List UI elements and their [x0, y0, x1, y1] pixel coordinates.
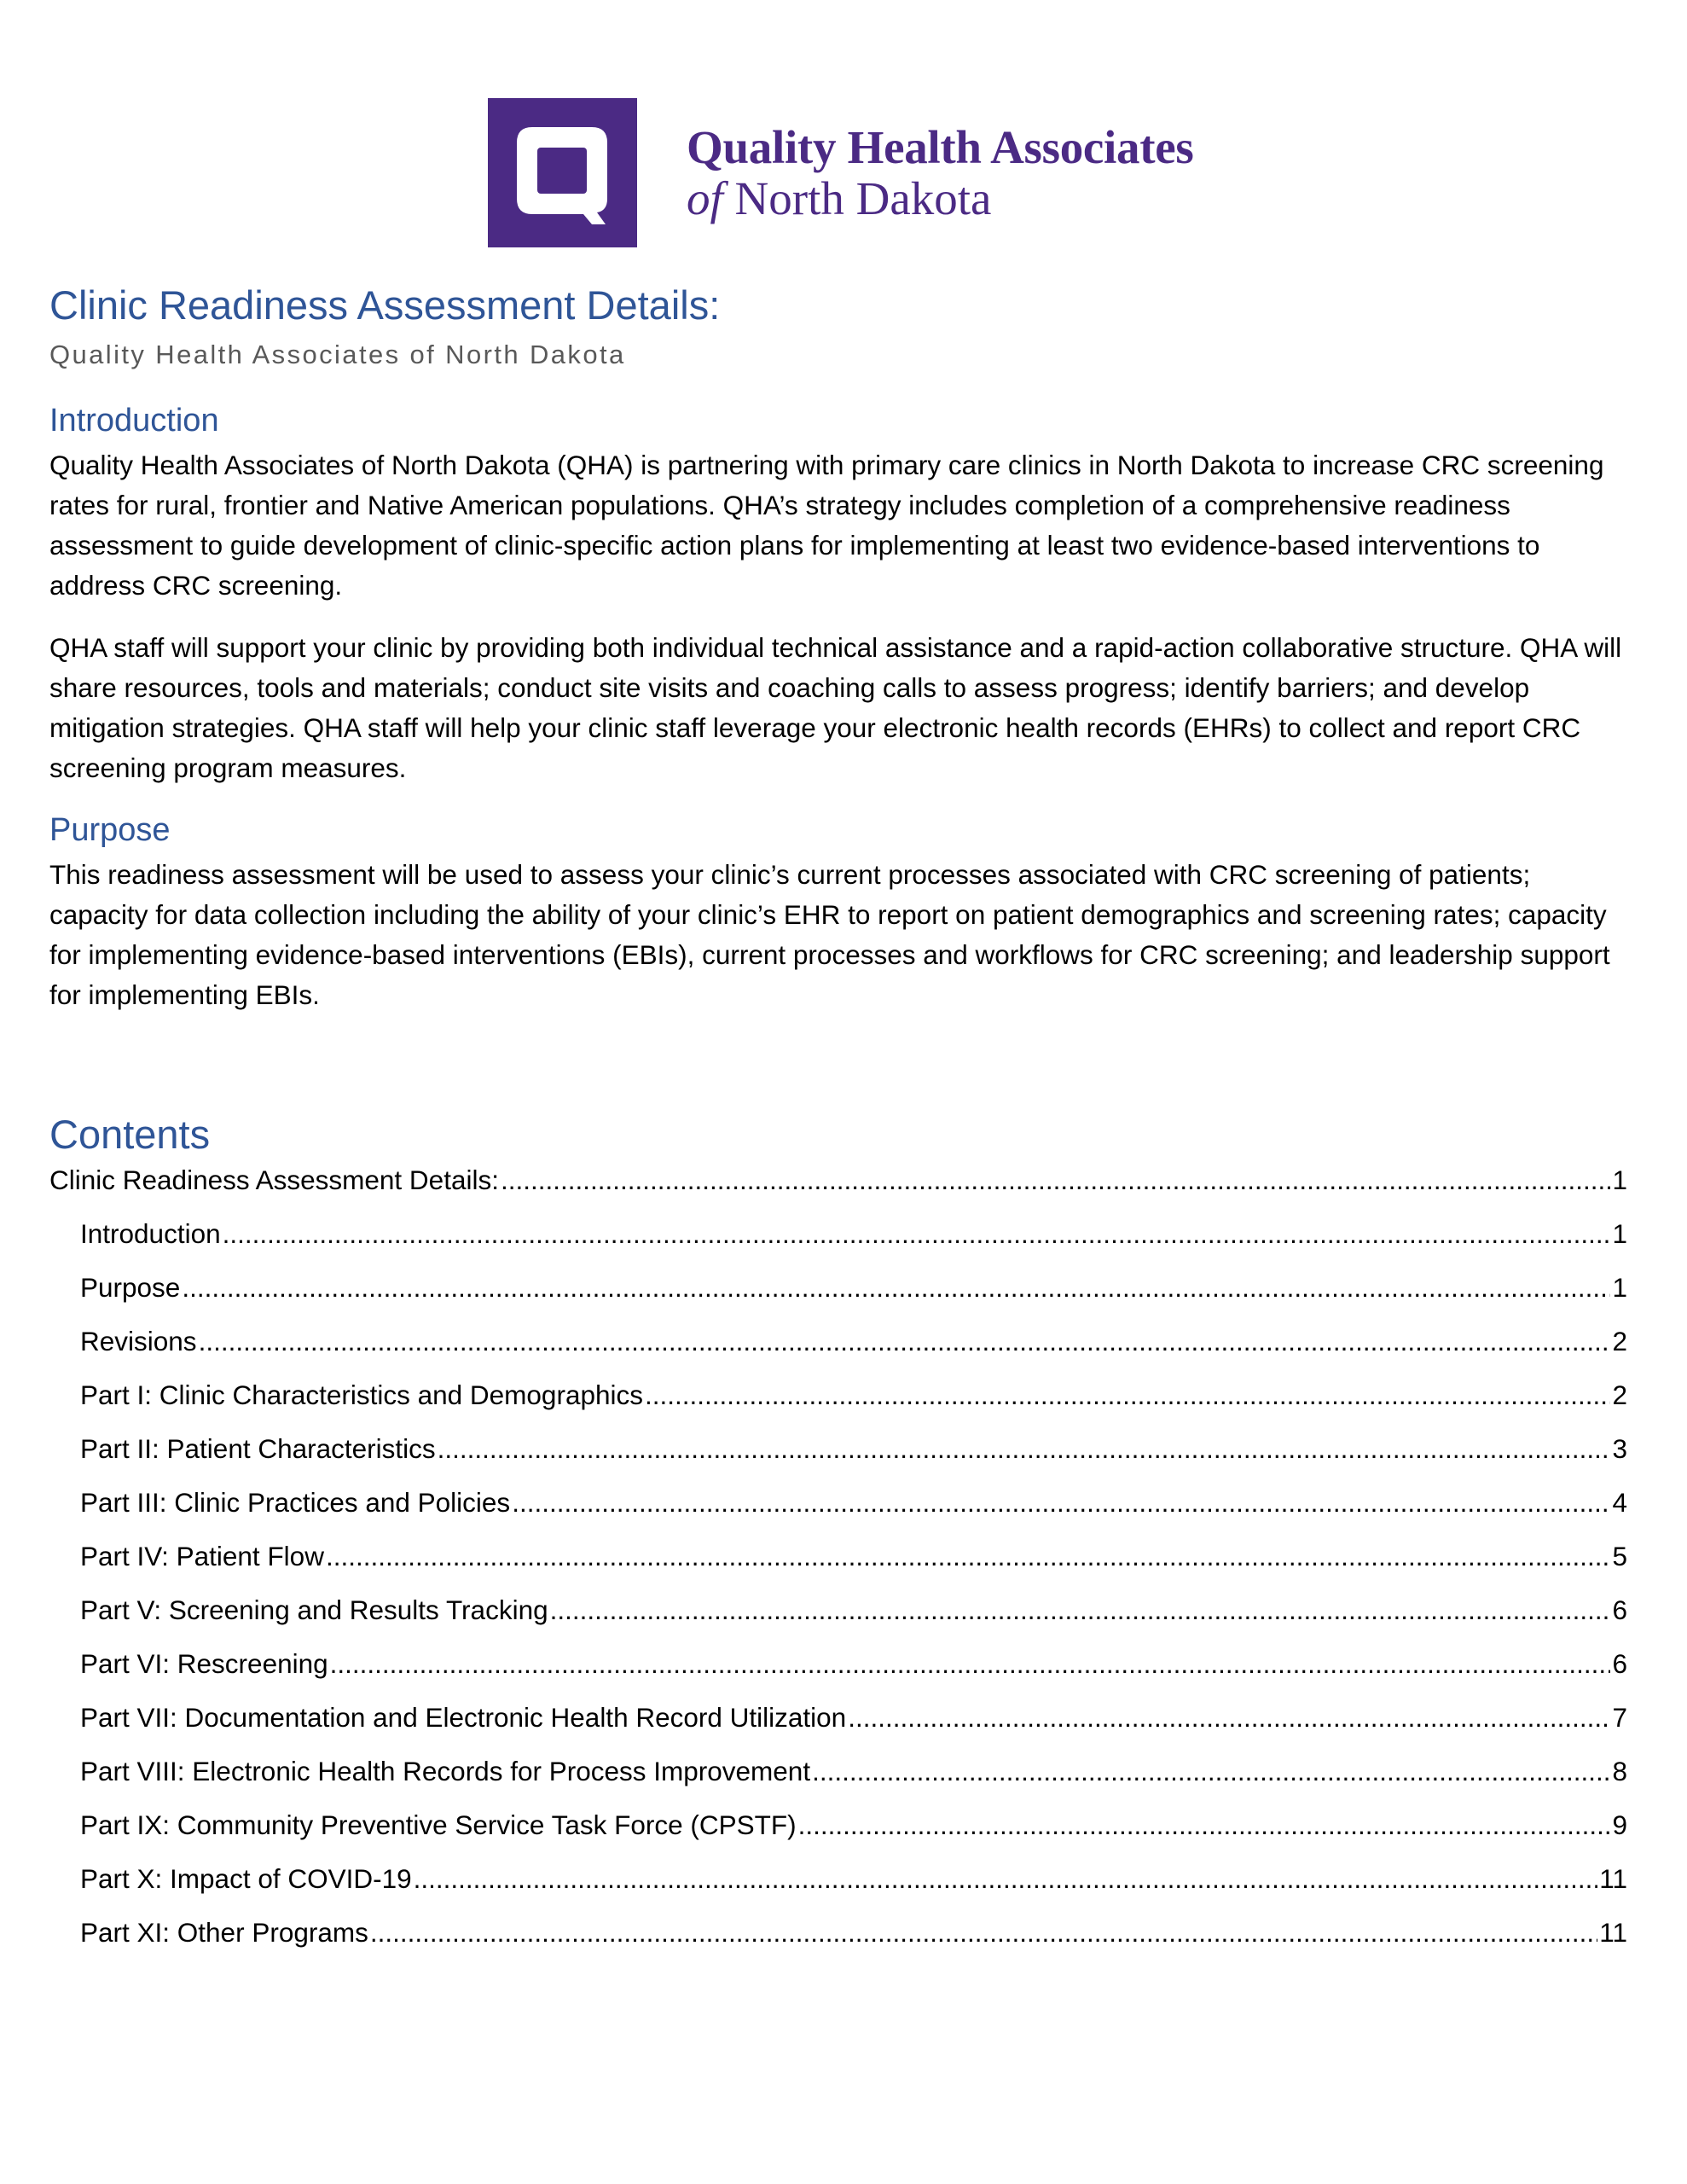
toc-dot-leader	[512, 1487, 1610, 1519]
toc-entry-part-10[interactable]	[49, 1863, 1627, 1917]
logo-text-line2	[687, 173, 1193, 224]
toc-dot-leader	[330, 1648, 1611, 1680]
toc-entry-label: Purpose	[80, 1272, 181, 1303]
contents-heading: Contents	[49, 1112, 211, 1157]
purpose-paragraph: This readiness assessment will be used to assess your clinic’s current processes associated with CRC screening of patients; capacity for data collection including the ability of your clinic’s EHR to report on patient demographics and screening rates; capacity for implementing evidence-based interventions (EBIs), current processes and workflows for CRC screening; and leadership support for implementing EBIs.	[49, 859, 1610, 1010]
toc-entry-part-5[interactable]	[49, 1594, 1627, 1648]
toc-entry-part-6[interactable]	[49, 1648, 1627, 1702]
introduction-paragraph-1: Quality Health Associates of North Dakota (QHA) is partnering with primary care clinics in North Dakota to increase CRC screening rates for rural, frontier and Native American populations. QHA’s strategy includes completion of a comprehensive readiness assessment to guide development of clinic-specific action plans for implementing at least two evidence-based interventions to address CRC screening.	[49, 450, 1604, 601]
toc-entry-page: 8	[1612, 1756, 1627, 1786]
toc-entry-page: 11	[1599, 1863, 1627, 1894]
toc-entry-page: 7	[1612, 1702, 1627, 1733]
toc-entry-part-9[interactable]	[49, 1809, 1627, 1863]
toc-entry-label: Part II: Patient Characteristics	[80, 1433, 436, 1464]
toc-entry-page: 1	[1612, 1218, 1627, 1249]
toc-entry-part-2[interactable]	[49, 1433, 1627, 1487]
toc-entry-purpose[interactable]	[49, 1272, 1627, 1326]
table-of-contents	[49, 1165, 1627, 1971]
toc-entry-label: Revisions	[80, 1326, 197, 1356]
toc-entry-label: Part VI: Rescreening	[80, 1648, 328, 1679]
toc-entry-label: Part IV: Patient Flow	[80, 1541, 324, 1571]
toc-entry-part-8[interactable]	[49, 1756, 1627, 1809]
toc-entry-page: 1	[1612, 1165, 1627, 1195]
toc-entry-page: 6	[1612, 1594, 1627, 1625]
logo-text-of: of	[687, 171, 723, 224]
document-title: Clinic Readiness Assessment Details:	[49, 282, 721, 328]
document-subtitle: Quality Health Associates of North Dakota	[49, 340, 626, 369]
q-logo-icon	[488, 98, 637, 247]
toc-entry-part-4[interactable]	[49, 1541, 1627, 1594]
toc-entry-page: 2	[1612, 1326, 1627, 1356]
toc-entry-label: Part VIII: Electronic Health Records for Process Improvement	[80, 1756, 811, 1786]
logo-text-state: North Dakota	[734, 171, 992, 224]
toc-entry-label: Part X: Impact of COVID-19	[80, 1863, 412, 1894]
toc-dot-leader	[414, 1863, 1598, 1895]
toc-dot-leader	[223, 1218, 1611, 1250]
toc-entry-label: Clinic Readiness Assessment Details:	[49, 1165, 499, 1195]
toc-entry-part-3[interactable]	[49, 1487, 1627, 1541]
toc-dot-leader	[370, 1917, 1597, 1949]
toc-dot-leader	[812, 1756, 1610, 1787]
toc-entry-page: 5	[1612, 1541, 1627, 1571]
toc-entry-introduction[interactable]	[49, 1218, 1627, 1272]
toc-entry-page: 2	[1612, 1380, 1627, 1410]
toc-entry-page: 6	[1612, 1648, 1627, 1679]
toc-entry-page: 4	[1612, 1487, 1627, 1518]
logo-wordmark	[687, 122, 1193, 224]
toc-entry-page: 9	[1612, 1809, 1627, 1840]
toc-entry-page: 1	[1612, 1272, 1627, 1303]
toc-entry-part-1[interactable]	[49, 1380, 1627, 1433]
toc-dot-leader	[501, 1165, 1611, 1196]
toc-entry-label: Part V: Screening and Results Tracking	[80, 1594, 548, 1625]
toc-entry-revisions[interactable]	[49, 1326, 1627, 1380]
toc-entry-part-11[interactable]	[49, 1917, 1627, 1971]
organization-logo	[488, 98, 1193, 247]
toc-entry-page: 11	[1599, 1917, 1627, 1948]
toc-entry-page: 3	[1612, 1433, 1627, 1464]
toc-entry-clinic-readiness[interactable]	[49, 1165, 1627, 1218]
toc-dot-leader	[438, 1433, 1611, 1465]
toc-dot-leader	[199, 1326, 1611, 1357]
toc-dot-leader	[848, 1702, 1610, 1734]
toc-entry-label: Part VII: Documentation and Electronic Health Record Utilization	[80, 1702, 847, 1733]
introduction-paragraph-2: QHA staff will support your clinic by providing both individual technical assistance and a rapid-action collaborative structure. QHA will share resources, tools and materials; conduct site visits and coaching calls to assess progress; identify barriers; and develop mitigation strategies. QHA staff will help your clinic staff leverage your electronic health records (EHRs) to collect and report CRC screening program measures.	[49, 632, 1622, 783]
toc-dot-leader	[550, 1594, 1611, 1626]
toc-entry-part-7[interactable]	[49, 1702, 1627, 1756]
introduction-heading: Introduction	[49, 403, 219, 439]
toc-entry-label: Introduction	[80, 1218, 221, 1249]
toc-dot-leader	[645, 1380, 1610, 1411]
toc-dot-leader	[798, 1809, 1611, 1841]
toc-dot-leader	[182, 1272, 1610, 1304]
toc-entry-label: Part IX: Community Preventive Service Task Force (CPSTF)	[80, 1809, 797, 1840]
toc-entry-label: Part XI: Other Programs	[80, 1917, 368, 1948]
toc-dot-leader	[326, 1541, 1611, 1572]
purpose-heading: Purpose	[49, 812, 171, 848]
logo-text-line1: Quality Health Associates	[687, 121, 1194, 174]
toc-entry-label: Part III: Clinic Practices and Policies	[80, 1487, 511, 1518]
toc-entry-label: Part I: Clinic Characteristics and Demographics	[80, 1380, 643, 1410]
